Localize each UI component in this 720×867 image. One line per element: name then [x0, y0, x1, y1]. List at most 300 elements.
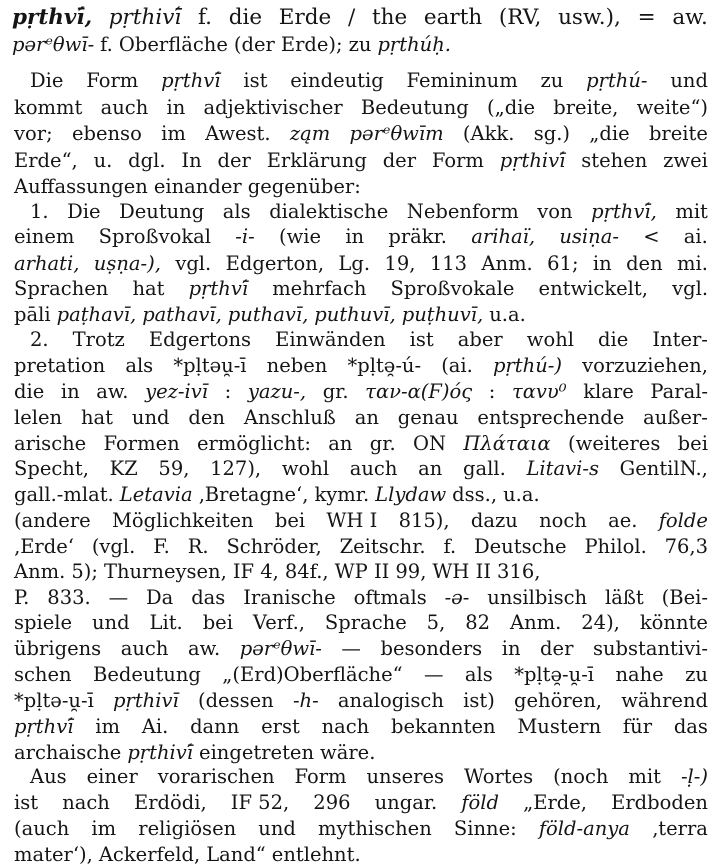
word: während — [621, 689, 708, 712]
word: dazu — [470, 509, 518, 532]
word: genau — [397, 406, 459, 429]
word: Lg. — [338, 252, 371, 275]
italic-word: puṭhuvī, — [401, 303, 484, 326]
italic-word: pṛthú-) — [493, 354, 562, 377]
word: wäre. — [320, 741, 376, 764]
word: u.a. — [503, 483, 540, 506]
word: auch — [120, 637, 169, 660]
word: die — [598, 328, 629, 351]
word: (Akk. — [462, 122, 515, 145]
word: Sproßvokale — [390, 277, 515, 300]
word: die — [228, 5, 263, 30]
word: noch — [539, 509, 587, 532]
word: unsilbisch — [487, 586, 588, 609]
italic-word: arihaï, — [471, 225, 536, 248]
word: 24), — [581, 611, 620, 634]
italic-word: paṭhavī, — [56, 303, 137, 326]
word: bei — [202, 611, 233, 634]
word: Deutung — [119, 200, 205, 223]
word: IF 52, — [230, 791, 290, 814]
italic-word: ταvυ⁰ — [511, 380, 567, 403]
word: ermöglicht: — [197, 432, 311, 455]
word: Sproßvokal — [98, 225, 212, 248]
word: 5); — [71, 560, 98, 583]
word: die — [14, 380, 45, 403]
word: einander — [153, 175, 242, 198]
word: 61; — [547, 252, 579, 275]
word: Möglichkeiten — [111, 509, 254, 532]
word: : — [488, 380, 496, 403]
word: in — [345, 225, 365, 248]
word: arische — [14, 432, 87, 455]
italic-word: pṛthvī́ — [161, 69, 221, 92]
italic-word: pṛthvī́ — [14, 715, 74, 738]
word: Anm. — [509, 611, 562, 634]
word: ist — [14, 791, 39, 814]
word: hat — [81, 406, 114, 429]
word: Anm. — [14, 560, 66, 583]
word: in — [501, 637, 521, 660]
italic-word: pərᵉθwī- — [12, 33, 95, 56]
word: läßt — [605, 586, 644, 609]
word: auch — [349, 457, 398, 480]
word: eingetreten — [199, 741, 315, 764]
entry-line — [14, 535, 708, 559]
word: (vgl. — [91, 535, 136, 558]
word: einem — [14, 225, 75, 248]
word: kymr. — [314, 483, 370, 506]
entry-line — [12, 6, 708, 30]
word: den — [188, 406, 225, 429]
word: (RV, — [498, 5, 542, 30]
word: dialektische — [269, 200, 389, 223]
word: Thurneysen, — [103, 560, 227, 583]
italic-word: pṛthivī — [113, 689, 179, 712]
italic-word: -ə- — [444, 586, 470, 609]
entry-line — [14, 457, 708, 481]
entry-line — [30, 765, 708, 789]
word: earth — [423, 5, 483, 30]
italic-word: yazu-, — [247, 380, 307, 403]
word: im — [161, 122, 186, 145]
word: spiele — [14, 611, 73, 634]
word: *pḷtə̯-u̯-ī — [514, 663, 595, 686]
italic-word: pṛthivī́ — [127, 741, 194, 764]
word: unseres — [366, 765, 445, 788]
word: aber — [457, 328, 503, 351]
word: — — [341, 637, 361, 660]
entry-line — [14, 122, 708, 146]
word: 2. — [30, 328, 49, 351]
word: vorarischen — [157, 765, 275, 788]
word: 833. — [47, 586, 91, 609]
word: als — [222, 200, 251, 223]
word: 1. — [30, 200, 49, 223]
word: entlehnt. — [271, 843, 361, 866]
word: Iranische — [243, 586, 336, 609]
word: Nebenform — [406, 200, 519, 223]
word: nach — [321, 715, 370, 738]
word: entsprechende — [477, 406, 625, 429]
word: Mustern — [517, 715, 602, 738]
word: archaische — [14, 741, 122, 764]
word: mehrfach — [272, 277, 367, 300]
word: *pḷtə̯-ú- — [347, 354, 422, 377]
word: Sprachen — [14, 277, 109, 300]
word: vor; — [14, 122, 53, 145]
entry-line — [14, 277, 708, 301]
word: Trotz — [72, 328, 125, 351]
word: als — [125, 354, 154, 377]
entry-line — [30, 200, 708, 224]
word: (Bei- — [661, 586, 708, 609]
word: für — [622, 715, 653, 738]
italic-word: -i- — [235, 225, 255, 248]
word: 815), — [398, 509, 450, 532]
word: der — [217, 149, 251, 172]
word: stehen — [581, 149, 648, 172]
word: „(Erd)Oberfläche“ — [222, 663, 403, 686]
entry-line — [14, 225, 708, 249]
word: religiösen — [138, 817, 237, 840]
word: R. — [187, 535, 209, 558]
entry-line — [14, 586, 708, 610]
word: WP II — [334, 560, 390, 583]
italic-word: ταν-α(Ϝ)ός — [365, 380, 473, 403]
word: 99, — [395, 560, 427, 583]
word: gall.-mlat. — [14, 483, 114, 506]
word: könnte — [639, 611, 708, 634]
word: einer — [86, 765, 138, 788]
word: Die — [30, 69, 64, 92]
italic-word: -h- — [292, 689, 319, 712]
word: außer- — [643, 406, 708, 429]
entry-line — [12, 33, 451, 57]
entry-line — [30, 69, 708, 93]
word: ist — [243, 69, 268, 92]
italic-word: usiṇa- — [559, 225, 619, 248]
italic-word: yez-ivī — [145, 380, 209, 403]
word: dss., — [452, 483, 498, 506]
word: mythischen — [318, 817, 432, 840]
word: Auffassungen — [14, 175, 148, 198]
word: an — [328, 432, 353, 455]
word: — — [108, 586, 129, 609]
word: Philol. — [584, 535, 647, 558]
word: ist — [409, 328, 434, 351]
word: bei — [677, 432, 708, 455]
word: erst — [261, 715, 300, 738]
word: Bedeutung — [93, 663, 201, 686]
word: nach — [62, 791, 110, 814]
word: Schröder, — [226, 535, 322, 558]
word: u. — [93, 149, 113, 172]
word: f. — [100, 33, 113, 56]
italic-word: föld — [461, 791, 500, 814]
word: Formen — [103, 432, 180, 455]
word: (andere — [14, 509, 91, 532]
italic-word: arhati, — [14, 252, 80, 275]
word: zu — [348, 33, 372, 56]
word: weite“) — [636, 96, 709, 119]
word: übrigens — [14, 637, 102, 660]
italic-word: pṛthivī́ — [108, 5, 182, 30]
word: breite, — [553, 96, 619, 119]
italic-word: pṛthú- — [586, 69, 648, 92]
word: f. — [443, 535, 457, 558]
italic-word: Llydaw — [375, 483, 447, 506]
word: und — [131, 406, 170, 429]
word: präkr. — [388, 225, 447, 248]
word: den — [626, 252, 663, 275]
word: ON — [412, 432, 447, 455]
word: dann — [190, 715, 240, 738]
entry-line — [14, 560, 540, 584]
word: hat — [132, 277, 165, 300]
word: gall. — [462, 457, 506, 480]
word: Awest. — [205, 122, 271, 145]
word: der — [540, 637, 574, 660]
word: ungar. — [374, 791, 438, 814]
word: substantivi- — [592, 637, 708, 660]
word: mit — [628, 765, 661, 788]
word: lelen — [14, 406, 63, 429]
italic-word: Litavi-s — [526, 457, 599, 480]
word: usw.), — [558, 5, 621, 30]
entry-line — [14, 663, 708, 687]
entry-line — [14, 509, 708, 533]
word: WH II — [432, 560, 492, 583]
word: ae. — [608, 509, 638, 532]
word: auch — [100, 96, 149, 119]
word: Lit. — [149, 611, 183, 634]
word: sg.) — [533, 122, 570, 145]
word: Anm. — [481, 252, 533, 275]
word: gehören, — [514, 689, 602, 712]
word: vgl. — [175, 252, 212, 275]
word: nahe — [615, 663, 664, 686]
italic-word: pṛthúḥ. — [377, 33, 451, 56]
word: 316, — [497, 560, 541, 583]
italic-word: Letavia — [119, 483, 193, 506]
word: breite — [648, 122, 708, 145]
word: Specht, — [14, 457, 89, 480]
word: (wie — [278, 225, 322, 248]
italic-word: ząm — [289, 122, 331, 145]
word: (dessen — [197, 689, 274, 712]
entry-line — [14, 611, 708, 635]
word: Edgertons — [148, 328, 252, 351]
word: Da — [146, 586, 174, 609]
word: zwei — [663, 149, 708, 172]
word: Anschluß — [243, 406, 336, 429]
italic-word: folde — [658, 509, 708, 532]
word: IF 4, — [232, 560, 279, 583]
word: 127), — [210, 457, 262, 480]
word: und — [91, 611, 130, 634]
word: ist) — [463, 689, 495, 712]
word: P. — [14, 586, 30, 609]
word: 59, — [158, 457, 190, 480]
word: Bedeutung — [360, 96, 469, 119]
entry-line — [14, 175, 361, 199]
word: Edgerton, — [225, 252, 325, 275]
word: vorzuziehen, — [582, 354, 708, 377]
word: pāli — [14, 303, 51, 326]
word: 19, — [384, 252, 416, 275]
word: dgl. — [128, 149, 166, 172]
word: der — [382, 149, 417, 172]
word: Zeitschr. — [339, 535, 426, 558]
word: Einwänden — [275, 328, 386, 351]
entry-line — [14, 252, 708, 276]
word: Oberfläche — [118, 33, 228, 56]
word: aw. — [96, 380, 129, 403]
entry-line — [14, 96, 708, 120]
word: Erde“, — [14, 149, 78, 172]
word: Erdödi, — [133, 791, 207, 814]
word: Erdboden — [611, 791, 708, 814]
word: oftmals — [353, 586, 427, 609]
word: Erde); — [280, 33, 343, 56]
word: („die — [487, 96, 535, 119]
word: — — [424, 663, 444, 686]
word: F. — [153, 535, 170, 558]
word: aw. — [672, 5, 708, 30]
italic-word: pṛthvī́, — [591, 200, 657, 223]
word: neben — [266, 354, 328, 377]
word: „Erde, — [523, 791, 587, 814]
word: und — [670, 69, 708, 92]
word: Verf., — [252, 611, 305, 634]
entry-line — [14, 715, 708, 739]
word: bekannten — [391, 715, 496, 738]
word: 82 — [465, 611, 491, 634]
word: klare — [583, 380, 634, 403]
word: ‚Bretagne‘, — [198, 483, 309, 506]
word: In — [181, 149, 202, 172]
word: an — [354, 406, 379, 429]
word: / — [347, 5, 356, 30]
word: in — [166, 96, 186, 119]
word: Land“ — [206, 843, 266, 866]
word: 5, — [426, 611, 446, 634]
word: im — [95, 715, 120, 738]
word: Erklärung — [266, 149, 367, 172]
word: pretation — [14, 354, 106, 377]
entry-line — [14, 637, 708, 661]
italic-word: pərᵉθwī- — [239, 637, 322, 660]
entry-line — [14, 483, 540, 507]
word: Wortes — [463, 765, 534, 788]
entry-line — [14, 432, 708, 456]
word: gegenüber: — [247, 175, 361, 198]
word: „die — [589, 122, 630, 145]
word: Erde — [278, 5, 332, 30]
word: schen — [14, 663, 72, 686]
word: WH I — [326, 509, 378, 532]
entry-line — [14, 689, 708, 713]
word: mit — [675, 200, 708, 223]
word: Deutsche — [474, 535, 567, 558]
word: eindeutig — [290, 69, 384, 92]
italic-word: pṛthvī́ — [188, 277, 249, 300]
word: adjektivischer — [203, 96, 343, 119]
word: entwickelt, — [538, 277, 648, 300]
word: besonders — [380, 637, 483, 660]
word: das — [191, 586, 226, 609]
word: an — [418, 457, 443, 480]
word: Inter- — [652, 328, 708, 351]
entry-line — [14, 817, 708, 841]
word: (auch — [14, 817, 70, 840]
word: zu — [685, 663, 708, 686]
word: wohl — [526, 328, 575, 351]
word: gr. — [369, 432, 396, 455]
word: Ai. — [141, 715, 169, 738]
word: ‚terra — [652, 817, 708, 840]
word: Sprache — [324, 611, 407, 634]
word: : — [224, 380, 232, 403]
word: zu — [540, 69, 564, 92]
word: kommt — [14, 96, 83, 119]
italic-word: pathavī, — [142, 303, 222, 326]
word: von — [537, 200, 573, 223]
word: (der — [233, 33, 275, 56]
entry-line — [14, 354, 708, 378]
word: (noch — [553, 765, 609, 788]
word: ‚Erde‘ — [14, 535, 74, 558]
word: 296 — [313, 791, 351, 814]
italic-word: uṣṇa-), — [93, 252, 161, 275]
entry-line — [14, 406, 708, 430]
entry-line — [14, 149, 708, 173]
word: the — [371, 5, 408, 30]
word: Femininum — [406, 69, 518, 92]
headword: pṛthvī́, — [12, 5, 93, 30]
word: vgl. — [672, 277, 709, 300]
entry-line — [14, 791, 708, 815]
word: u.a. — [489, 303, 526, 326]
italic-word: -ḷ-) — [680, 765, 708, 788]
entry-line — [14, 843, 361, 867]
word: analogisch — [337, 689, 444, 712]
entry-line — [14, 380, 708, 404]
italic-word: pərᵉθwīm — [349, 122, 444, 145]
word: 113 — [429, 252, 468, 275]
entry-line — [14, 303, 526, 327]
word: ebenso — [71, 122, 142, 145]
word: Paral- — [650, 380, 709, 403]
entry-line — [14, 741, 375, 765]
word: Ackerfeld, — [98, 843, 201, 866]
word: aw. — [187, 637, 221, 660]
word: Die — [67, 200, 101, 223]
word: in — [60, 380, 80, 403]
word: < — [643, 225, 660, 248]
word: im — [91, 817, 117, 840]
word: 84f., — [284, 560, 329, 583]
word: (weiteres — [568, 432, 661, 455]
word: und — [258, 817, 296, 840]
word: Sinne: — [453, 817, 517, 840]
word: *pḷtə-u̯-ī — [14, 689, 94, 712]
word: Aus — [30, 765, 67, 788]
italic-word: föld-anya — [538, 817, 630, 840]
italic-word: puthavī, — [227, 303, 309, 326]
italic-word: pṛthivī́ — [499, 149, 566, 172]
word: mi. — [677, 252, 708, 275]
